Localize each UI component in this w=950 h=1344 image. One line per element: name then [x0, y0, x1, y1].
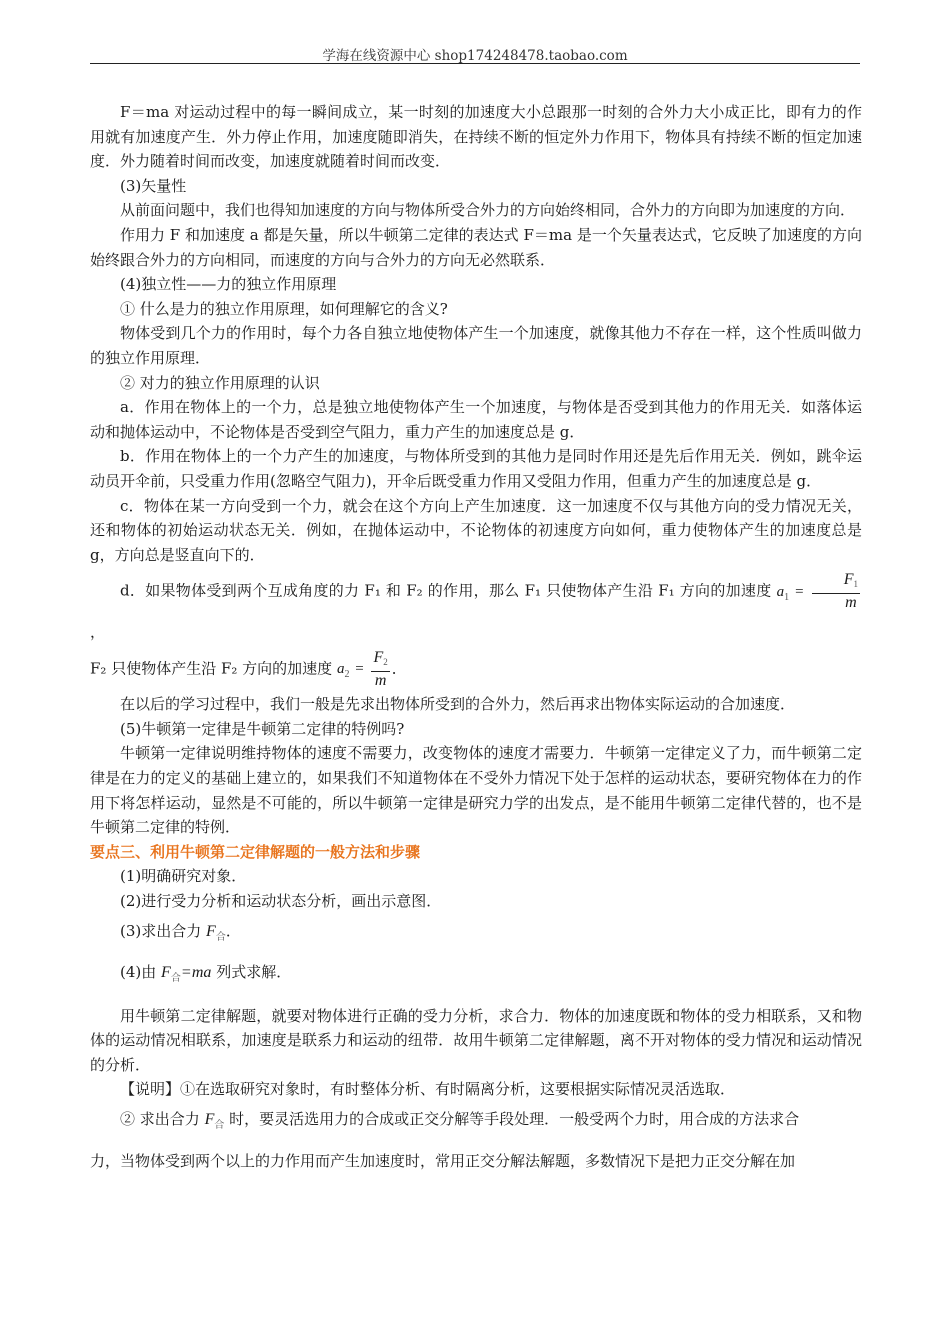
paragraph: 牛顿第一定律说明维持物体的速度不需要力，改变物体的速度才需要力．牛顿第一定律定义了力，而牛顿第二定律是在力的定义的基础上建立的，如果我们不知道物体在不受外力情况下处于怎样的运动状态，要研究物体在力的作用下将怎样运动，显然是不可能的，所以牛顿第一定律是研究力学的出发点，是不能用牛顿第二定律代替的，也不是牛顿第二定律的特例． [90, 744, 862, 837]
formula-a2: $a_2$ [336, 661, 350, 681]
paragraph: F＝ma 对运动过程中的每一瞬间成立，某一时刻的加速度大小总跟那一时刻的合外力大小成正比，即有力的作用就有加速度产生．外力停止作用，加速度随即消失，在持续不断的恒定外力作用下，物体具有持续不断的恒定加速度．外力随着时间而改变，加速度就随着时间而改变． [90, 103, 862, 171]
step-item: (4)由 $F_合=ma$ 列式求解． [120, 962, 292, 984]
subtitle-item: ② 对力的独立作用原理的认识 [120, 373, 320, 392]
equals-sign: = [795, 583, 804, 600]
step-item: (1)明确研究对象． [120, 867, 247, 886]
formula-a1: $a_1$ [776, 583, 790, 603]
paragraph: c．物体在某一方向受到一个力，就会在这个方向上产生加速度．这一加速度不仅与其他方向的受力情况无关，还和物体的初始运动状态无关．例如，在抛体运动中，不论物体的初速度方向如何，重力使物体产生的加速度总是 g，方向总是竖直向下的． [90, 496, 862, 564]
paragraph: 作用力 F 和加速度 a 都是矢量，所以牛顿第二定律的表达式 F＝ma 是一个矢量表达式，它反映了加速度的方向始终跟合外力的方向相同，而速度的方向与合外力的方向无必然联系． [90, 225, 862, 269]
formula-lead-text: d．如果物体受到两个互成角度的力 F₁ 和 F₂ 的作用，那么 F₁ 只使物体产生沿 F₁ 方向的加速度 [120, 581, 772, 600]
fraction-f1-over-m: $\frac{F_1}{m}$ [812, 571, 860, 612]
paragraph: a．作用在物体上的一个力，总是独立地使物体产生一个加速度，与物体是否受到其他力的作用无关．如落体运动和抛体运动中，不论物体是否受到空气阻力，重力产生的加速度总是 g． [90, 398, 862, 441]
formula-lead-text: F₂ 只使物体产生沿 F₂ 方向的加速度 [90, 659, 333, 678]
punctuation: ， [90, 622, 106, 641]
fraction-f2-over-m: $\frac{F_2}{m}$ [373, 648, 388, 689]
formula-f-he: $F_合$ [206, 922, 226, 943]
paragraph: 物体受到几个力的作用时，每个力各自独立地使物体产生一个加速度，就像其他力不存在一样，这个性质叫做力的独立作用原理． [90, 324, 862, 367]
step-item: (3)求出合力 $F_合$． [120, 921, 241, 943]
formula-f-he-eq-ma: $F_合=ma$ [161, 963, 212, 984]
paragraph: 在以后的学习过程中，我们一般是先求出物体所受到的合外力，然后再求出物体实际运动的合加速度． [120, 695, 796, 714]
section-subtitle: (4)独立性——力的独立作用原理 [120, 275, 337, 294]
paragraph-with-formula [90, 571, 862, 649]
note-paragraph: 【说明】①在选取研究对象时，有时整体分析、有时隔离分析，这要根据实际情况灵活选取． [120, 1080, 736, 1099]
paragraph: 用牛顿第二定律解题，就要对物体进行正确的受力分析，求合力．物体的加速度既和物体的受力相联系，又和物体的运动情况相联系，加速度是联系力和运动的纽带．故用牛顿第二定律解题，离不开对物体的受力情况和运动情况的分析． [90, 1006, 862, 1074]
paragraph-with-formula [90, 649, 862, 693]
punctuation: ． [391, 659, 407, 678]
section-subtitle: (5)牛顿第一定律是牛顿第二定律的特例吗? [120, 719, 405, 738]
step-item: (2)进行受力分析和运动状态分析，画出示意图． [120, 892, 442, 911]
section-subtitle: (3)矢量性 [120, 176, 187, 195]
key-point-heading: 要点三、利用牛顿第二定律解题的一般方法和步骤 [90, 842, 421, 861]
paragraph: 力，当物体受到两个以上的力作用而产生加速度时，常用正交分解法解题，多数情况下是把力正交分解在加 [90, 1152, 796, 1170]
document-body [90, 100, 862, 1174]
note-paragraph-with-formula: ② 求出合力 $F_合$ 时，要灵活选用力的合成或正交分解等手段处理．一般受两个力时，用合成的方法求合 [120, 1110, 800, 1131]
question: ① 什么是力的独立作用原理，如何理解它的含义? [120, 299, 448, 318]
equals-sign: = [355, 661, 364, 678]
page-header: 学海在线资源中心 shop174248478.taobao.com [322, 48, 628, 64]
paragraph: 从前面问题中，我们也得知加速度的方向与物体所受合外力的方向始终相同，合外力的方向即为加速度的方向． [120, 201, 856, 220]
paragraph: b．作用在物体上的一个力产生的加速度，与物体所受到的其他力是同时作用还是先后作用无关．例如，跳伞运动员开伞前，只受重力作用(忽略空气阻力)，开伞后既受重力作用又受阻力作用，但重力产生的加速度总是 g． [90, 447, 862, 490]
header-divider [90, 63, 860, 64]
formula-f-he: $F_合$ [204, 1111, 225, 1131]
